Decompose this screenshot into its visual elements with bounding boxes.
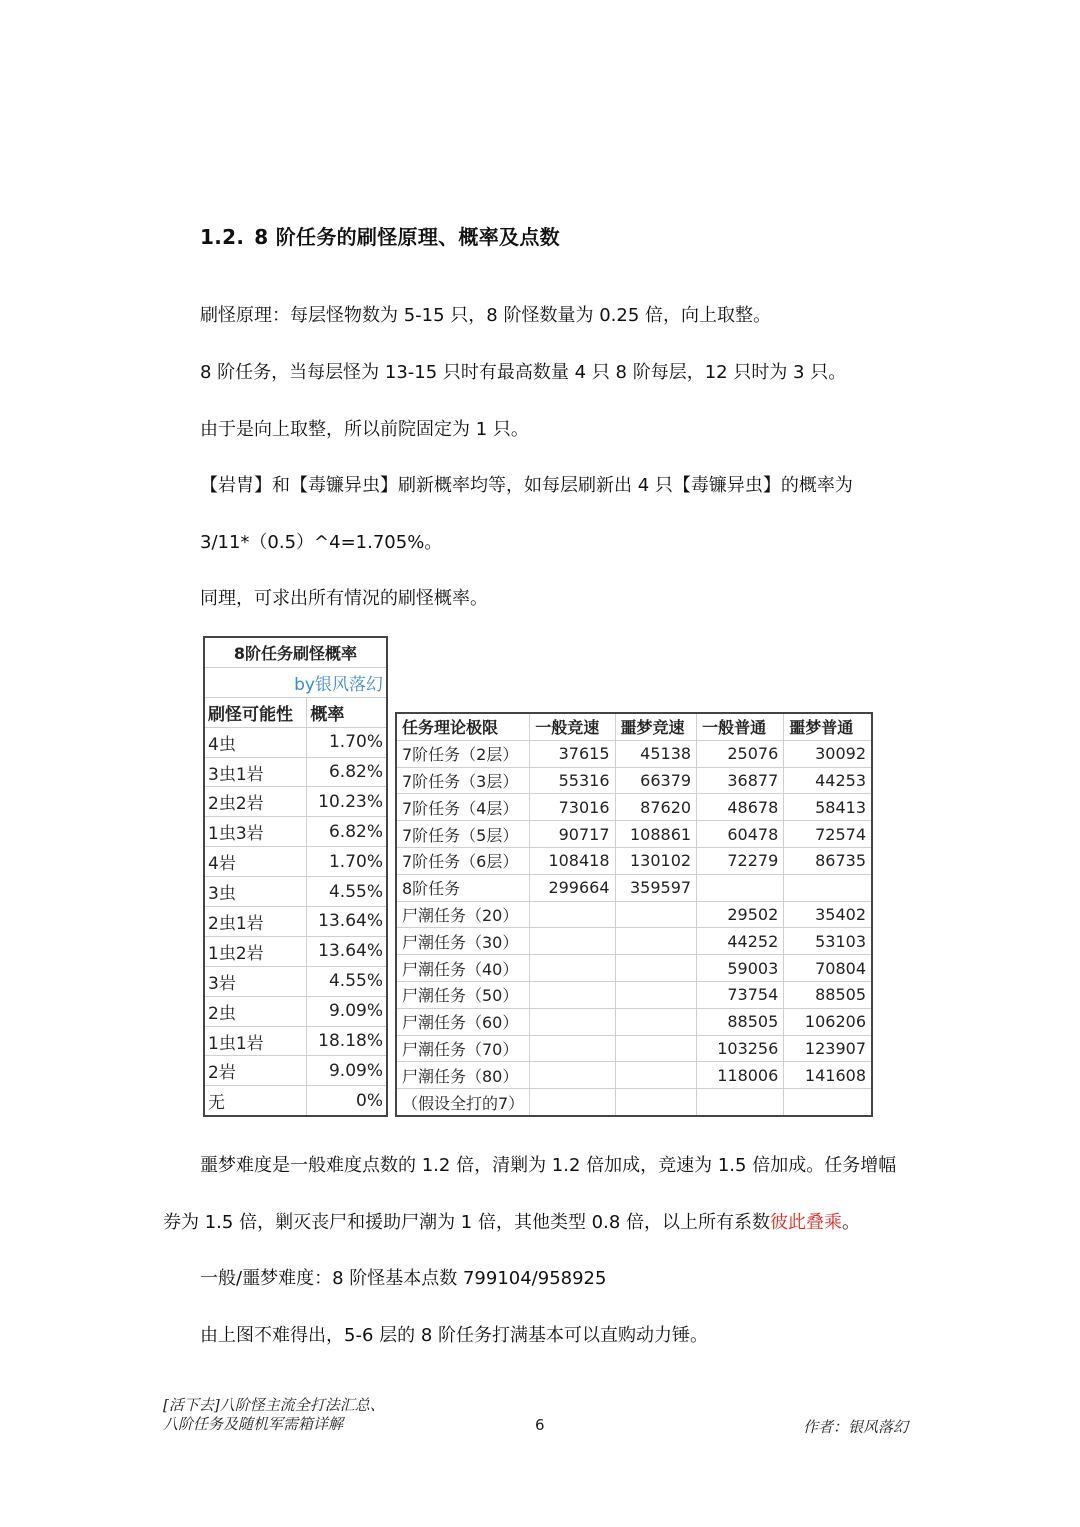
spawn-probability: 9.09%	[307, 996, 387, 1026]
coefficients-text: 券为 1.5 倍，剿灭丧尸和援助尸潮为 1 倍，其他类型 0.8 倍，以上所有系数	[163, 1212, 771, 1233]
points-value: 106206	[784, 1008, 872, 1035]
points-value: 58413	[784, 794, 872, 821]
table-row	[204, 996, 387, 1026]
mission-name: 7阶任务（4层）	[396, 794, 530, 821]
paragraph-base-points: 一般/噩梦难度：8 阶怪基本点数 799104/958925	[200, 1268, 607, 1289]
section-heading	[200, 221, 560, 250]
paragraph-equal-probability: 【岩胄】和【毒镰异虫】刷新概率均等，如每层刷新出 4 只【毒镰异虫】的概率为	[200, 475, 853, 496]
table-row	[396, 955, 872, 982]
spawn-probability: 4.55%	[307, 966, 387, 996]
table-row	[396, 821, 872, 848]
mission-name: 尸潮任务（80）	[396, 1062, 530, 1089]
mission-name: 尸潮任务（30）	[396, 928, 530, 955]
points-value	[697, 1089, 784, 1116]
points-value	[615, 901, 697, 928]
spawn-probability: 13.64%	[307, 936, 387, 966]
section-number: 1.2.	[200, 225, 245, 249]
table-row	[204, 787, 387, 817]
points-value: 130102	[615, 847, 697, 874]
paragraph-spawn-principle: 刷怪原理：每层怪物数为 5-15 只，8 阶怪数量为 0.25 倍，向上取整。	[200, 305, 771, 326]
footer-author: 作者：银风落幻	[803, 1418, 909, 1436]
spawn-probability: 10.23%	[307, 787, 387, 817]
points-value: 88505	[784, 981, 872, 1008]
spawn-case: 2虫1岩	[204, 907, 307, 937]
points-value: 108418	[530, 847, 615, 874]
points-value	[784, 874, 872, 901]
table-row	[396, 874, 872, 901]
points-value	[615, 1089, 697, 1116]
spawn-case: 4岩	[204, 847, 307, 877]
table-row	[204, 1056, 387, 1086]
spawn-case: 1虫1岩	[204, 1026, 307, 1056]
points-value: 88505	[697, 1008, 784, 1035]
spawn-probability: 6.82%	[307, 817, 387, 847]
table-row	[396, 794, 872, 821]
table-row	[396, 847, 872, 874]
footer-title-line2: 八阶任务及随机军需箱详解	[163, 1415, 344, 1433]
paragraph-similarly: 同理，可求出所有情况的刷怪概率。	[200, 588, 488, 609]
points-value	[784, 1089, 872, 1116]
spawn-probability: 1.70%	[307, 847, 387, 877]
table-row	[396, 1008, 872, 1035]
points-value: 66379	[615, 767, 697, 794]
points-value: 108861	[615, 821, 697, 848]
points-value: 30092	[784, 740, 872, 767]
table-row	[204, 727, 387, 757]
paragraph-formula: 3/11*（0.5）^4=1.705%。	[200, 532, 443, 553]
points-value	[530, 955, 615, 982]
column-header: 刷怪可能性	[204, 697, 307, 727]
table-row	[204, 817, 387, 847]
column-header: 任务理论极限	[396, 713, 530, 740]
points-value: 123907	[784, 1035, 872, 1062]
column-header: 概率	[307, 697, 387, 727]
points-value: 25076	[697, 740, 784, 767]
footer-title-line1: [活下去]八阶怪主流全打法汇总、	[163, 1396, 385, 1414]
points-value	[697, 874, 784, 901]
spawn-case: 2虫2岩	[204, 787, 307, 817]
points-value: 72279	[697, 847, 784, 874]
mission-name: 7阶任务（2层）	[396, 740, 530, 767]
mission-limits-table	[395, 712, 873, 1117]
mission-name: 7阶任务（5层）	[396, 821, 530, 848]
points-value: 86735	[784, 847, 872, 874]
table-header-row	[396, 713, 872, 740]
spawn-probability: 1.70%	[307, 727, 387, 757]
points-value: 359597	[615, 874, 697, 901]
mission-name: （假设全打的7）	[396, 1089, 530, 1116]
spawn-case: 1虫3岩	[204, 817, 307, 847]
column-header: 噩梦竞速	[615, 713, 697, 740]
spawn-probability: 6.82%	[307, 757, 387, 787]
table-row	[204, 757, 387, 787]
column-header: 一般竞速	[530, 713, 615, 740]
points-value	[530, 1008, 615, 1035]
points-value: 44252	[697, 928, 784, 955]
points-value	[615, 928, 697, 955]
points-value: 73754	[697, 981, 784, 1008]
spawn-case: 3岩	[204, 966, 307, 996]
paragraph-nightmare-multiplier: 噩梦难度是一般难度点数的 1.2 倍，清剿为 1.2 倍加成，竞速为 1.5 倍加成。任务增幅	[200, 1155, 897, 1176]
paragraph-round-up: 由于是向上取整，所以前院固定为 1 只。	[200, 419, 529, 440]
mission-name: 尸潮任务（60）	[396, 1008, 530, 1035]
table-row	[396, 740, 872, 767]
spawn-probability: 0%	[307, 1086, 387, 1116]
mission-name: 尸潮任务（20）	[396, 901, 530, 928]
table-title: 8阶任务刷怪概率	[204, 637, 387, 667]
points-value: 141608	[784, 1062, 872, 1089]
points-value	[615, 981, 697, 1008]
page-number: 6	[535, 1416, 545, 1434]
table-row	[396, 1035, 872, 1062]
mission-name: 尸潮任务（50）	[396, 981, 530, 1008]
spawn-case: 无	[204, 1086, 307, 1116]
points-value: 73016	[530, 794, 615, 821]
table-row	[204, 847, 387, 877]
mission-name: 8阶任务	[396, 874, 530, 901]
spawn-probability: 18.18%	[307, 1026, 387, 1056]
highlight-text: 彼此叠乘	[770, 1212, 843, 1233]
points-value	[530, 1089, 615, 1116]
mission-name: 尸潮任务（40）	[396, 955, 530, 982]
table-row	[396, 767, 872, 794]
points-value: 29502	[697, 901, 784, 928]
points-value	[615, 1008, 697, 1035]
points-value	[530, 981, 615, 1008]
section-title: 8 阶任务的刷怪原理、概率及点数	[254, 225, 560, 249]
table-row	[204, 936, 387, 966]
points-value	[530, 901, 615, 928]
spawn-probability: 13.64%	[307, 907, 387, 937]
mission-name: 7阶任务（6层）	[396, 847, 530, 874]
table-row	[204, 1026, 387, 1056]
points-value: 90717	[530, 821, 615, 848]
points-value: 48678	[697, 794, 784, 821]
footer-document-title	[163, 1396, 385, 1434]
table-row	[396, 981, 872, 1008]
spawn-probability: 9.09%	[307, 1056, 387, 1086]
column-header: 噩梦普通	[784, 713, 872, 740]
points-value: 37615	[530, 740, 615, 767]
paragraph-coefficients	[163, 1208, 860, 1234]
points-value: 87620	[615, 794, 697, 821]
points-value: 118006	[697, 1062, 784, 1089]
spawn-probability: 4.55%	[307, 877, 387, 907]
points-value: 45138	[615, 740, 697, 767]
spawn-case: 3虫	[204, 877, 307, 907]
points-value	[615, 1035, 697, 1062]
table-row	[204, 877, 387, 907]
spawn-probability-table	[203, 636, 388, 1117]
paragraph-conclusion: 由上图不难得出，5-6 层的 8 阶任务打满基本可以直购动力锤。	[200, 1325, 709, 1346]
table-row	[396, 901, 872, 928]
points-value: 60478	[697, 821, 784, 848]
mission-name: 7阶任务（3层）	[396, 767, 530, 794]
points-value: 103256	[697, 1035, 784, 1062]
table-row	[204, 966, 387, 996]
points-value: 72574	[784, 821, 872, 848]
points-value: 59003	[697, 955, 784, 982]
points-value: 44253	[784, 767, 872, 794]
points-value	[530, 928, 615, 955]
table-row	[204, 907, 387, 937]
points-value	[530, 1062, 615, 1089]
points-value: 55316	[530, 767, 615, 794]
spawn-case: 4虫	[204, 727, 307, 757]
table-row	[204, 1086, 387, 1116]
spawn-case: 2岩	[204, 1056, 307, 1086]
spawn-case: 1虫2岩	[204, 936, 307, 966]
points-value: 53103	[784, 928, 872, 955]
table-row	[396, 1089, 872, 1116]
table-byline: by银风落幻	[204, 667, 387, 697]
column-header: 一般普通	[697, 713, 784, 740]
points-value: 35402	[784, 901, 872, 928]
spawn-case: 2虫	[204, 996, 307, 1026]
points-value	[615, 1062, 697, 1089]
points-value: 299664	[530, 874, 615, 901]
points-value: 36877	[697, 767, 784, 794]
spawn-case: 3虫1岩	[204, 757, 307, 787]
table-row	[396, 928, 872, 955]
points-value	[530, 1035, 615, 1062]
table-row	[396, 1062, 872, 1089]
points-value	[615, 955, 697, 982]
points-value: 70804	[784, 955, 872, 982]
coefficients-end: 。	[842, 1212, 861, 1233]
paragraph-tier8-count: 8 阶任务，当每层怪为 13-15 只时有最高数量 4 只 8 阶每层，12 只时为 3 只。	[200, 362, 847, 383]
mission-name: 尸潮任务（70）	[396, 1035, 530, 1062]
